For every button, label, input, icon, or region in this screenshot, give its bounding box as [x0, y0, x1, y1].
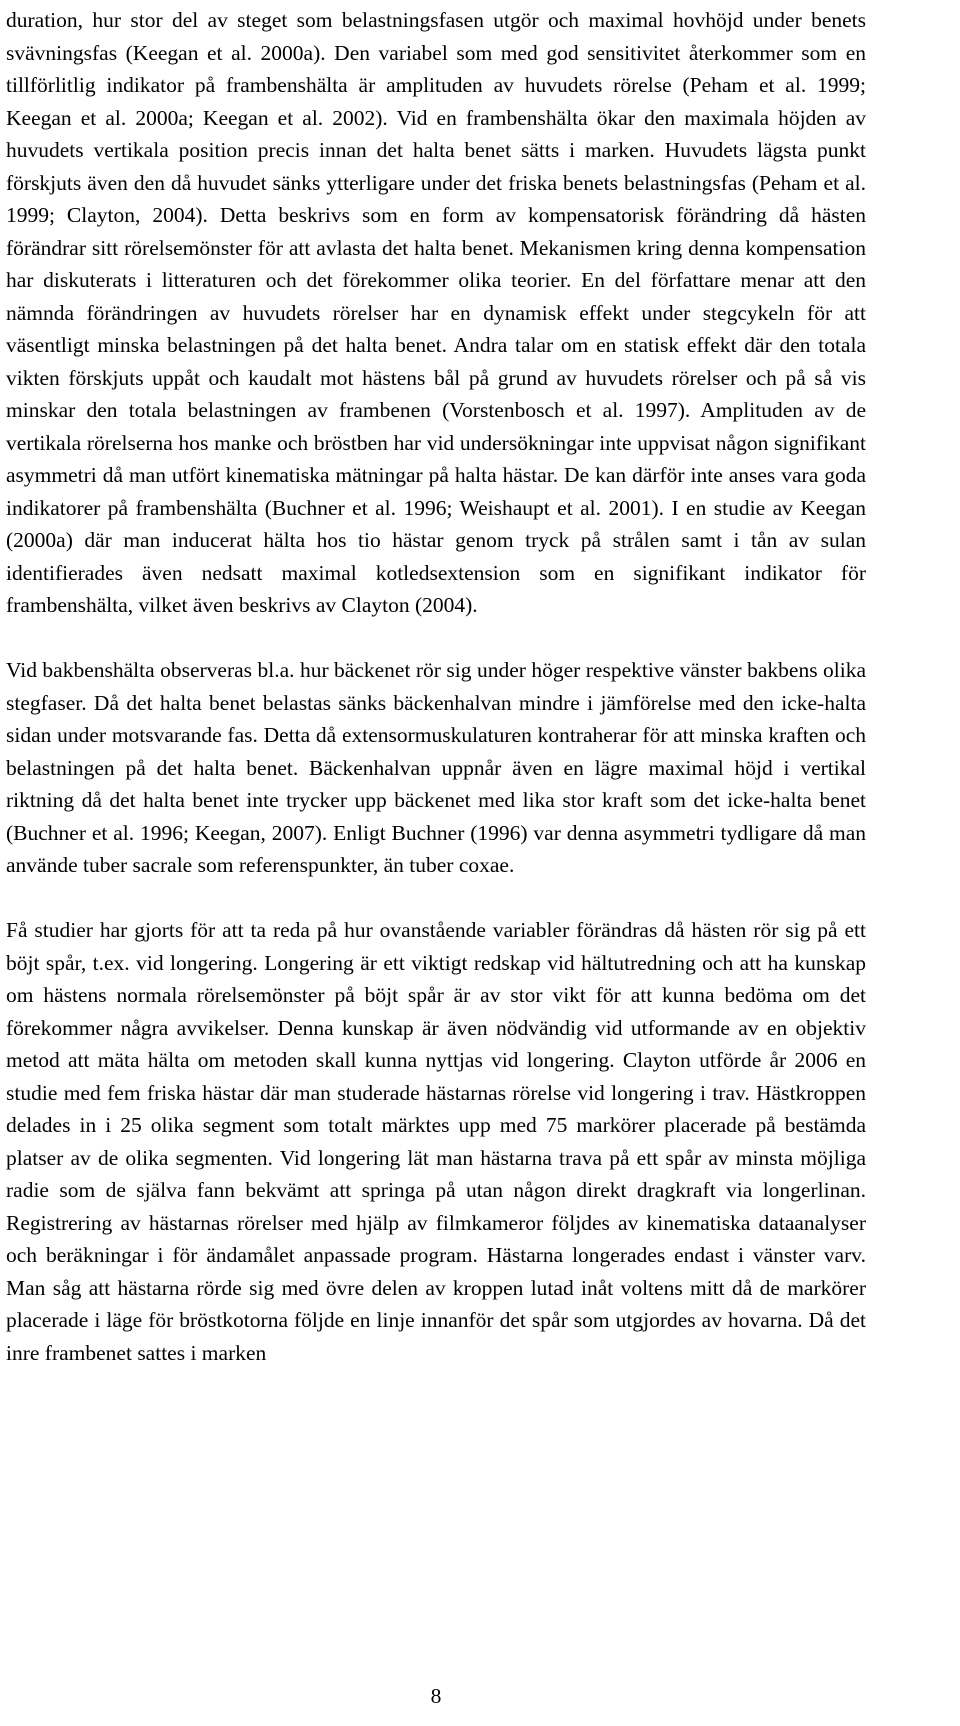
paragraph-hindlimb-lameness: Vid bakbenshälta observeras bl.a. hur bäckenet rör sig under höger respektive vänster bakbens olika stegfaser. Då det halta benet belastas sänks bäckenhalvan mindre i jämförelse med den icke-halta sidan under motsvarande fas. Detta då extensormuskulaturen kontraherar för att minska kraften och belastningen på det halta benet. Bäckenhalvan uppnår även en lägre maximal höjd i vertikal riktning då det halta benet inte trycker upp bäckenet med lika stor kraft som det icke-halta benet (Buchner et al. 1996; Keegan, 2007). Enligt Buchner (1996) var denna asymmetri tydligare då man använde tuber sacrale som referenspunkter, än tuber coxae. — [6, 658, 866, 877]
paragraph-gap — [6, 882, 866, 915]
body-text — [6, 4, 866, 1369]
paragraph-lunging: Få studier har gjorts för att ta reda på hur ovanstående variabler förändras då hästen rör sig på ett böjt spår, t.ex. vid longering. Longering är ett viktigt redskap vid hältutredning och att ha kunskap om hästens normala rörelsemönster på böjt spår är av stor vikt för att kunna bedöma om det förekommer några avvikelser. Denna kunskap är även nödvändig vid utformande av en objektiv metod att mäta hälta om metoden skall kunna nyttjas vid longering. Clayton utförde år 2006 en studie med fem friska hästar där man studerade hästarnas rörelse vid longering i trav. Hästkroppen delades in i 25 olika segment som totalt märktes upp med 75 markörer placerade på bestämda platser av de olika segmenten. Vid longering lät man hästarna trava på ett spår av minsta möjliga radie som de själva fann bekvämt att springa på utan någon direkt dragkraft via longerlinan. Registrering av hästarnas rörelser med hjälp av filmkameror följdes av kinematiska dataanalyser och beräkningar i för ändamålet anpassade program. Hästarna longerades endast i vänster varv. Man såg att hästarna rörde sig med övre delen av kroppen lutad inåt voltens mitt då de markörer placerade i läge för bröstkotorna följde en linje innanför det spår som utgjordes av hovarna. Då det inre frambenet sattes i marken — [6, 918, 866, 1365]
paragraph-forelimb-lameness: duration, hur stor del av steget som belastningsfasen utgör och maximal hovhöjd under benets svävningsfas (Keegan et al. 2000a). Den variabel som med god sensitivitet återkommer som en tillförlitlig indikator på frambenshälta är amplituden av huvudets rörelse (Peham et al. 1999; Keegan et al. 2000a; Keegan et al. 2002). Vid en frambenshälta ökar den maximala höjden av huvudets vertikala position precis innan det halta benet sätts i marken. Huvudets lägsta punkt förskjuts även den då huvudet sänks ytterligare under det friska benets belastningsfas (Peham et al. 1999; Clayton, 2004). Detta beskrivs som en form av kompensatorisk förändring då hästen förändrar sitt rörelsemönster för att avlasta det halta benet. Mekanismen kring denna kompensation har diskuterats i litteraturen och det förekommer olika teorier. En del författare menar att den nämnda förändringen av huvudets rörelser har en dynamisk effekt under stegcykeln för att väsentligt minska belastningen på det halta benet. Andra talar om en statisk effekt där den totala vikten förskjuts uppåt och kaudalt mot hästens bål på grund av huvudets rörelser och på så vis minskar den totala belastningen av frambenen (Vorstenbosch et al. 1997). Amplituden av de vertikala rörelserna hos manke och bröstben har vid undersökningar inte uppvisat någon signifikant asymmetri då man utfört kinematiska mätningar på halta hästar. De kan därför inte anses vara goda indikatorer på frambenshälta (Buchner et al. 1996; Weishaupt et al. 2001). I en studie av Keegan (2000a) där man inducerat hälta hos tio hästar genom tryck på strålen samt i tån av sulan identifierades även nedsatt maximal kotledsextension som en signifikant indikator för frambenshälta, vilket även beskrivs av Clayton (2004). — [6, 8, 866, 617]
page-number: 8 — [430, 1684, 442, 1708]
paragraph-gap — [6, 622, 866, 655]
